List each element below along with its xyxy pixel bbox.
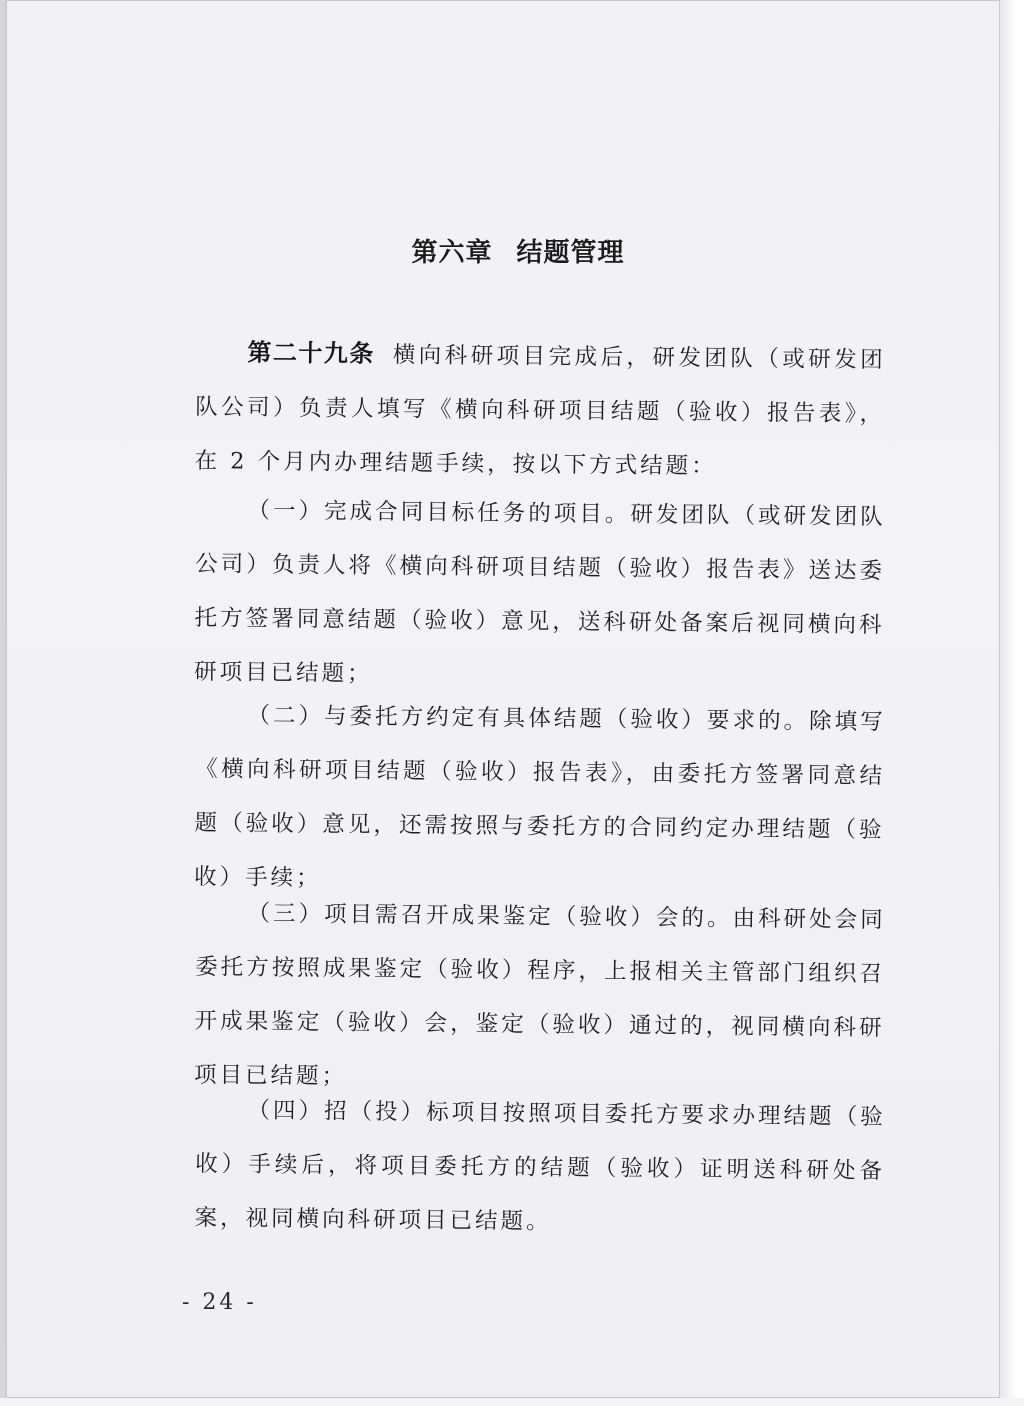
article-label: 第二十九条 xyxy=(247,338,375,368)
list-item-2: （二）与委托方约定有具体结题（验收）要求的。除填写《横向科研项目结题（验收）报告表》，由委托方签署同意结题（验收）意见，还需按照与委托方的合同约定办理结题（验收）手续； xyxy=(193,702,886,892)
chapter-title: 结题管理 xyxy=(516,238,625,268)
article-paragraph xyxy=(194,325,886,495)
chapter-heading xyxy=(6,232,1000,269)
list-item-1: （一）完成合同目标任务的项目。研发团队（或研发团队公司）负责人将《横向科研项目结题（验收）报告表》送达委托方签署同意结题（验收）意见，送科研处备案后视同横向科研项目已结题； xyxy=(193,497,886,687)
page-number: - 24 - xyxy=(182,1290,257,1315)
scan-edge-right xyxy=(1000,0,1024,1406)
list-item-3: （三）项目需召开成果鉴定（验收）会的。由科研处会同委托方按照成果鉴定（验收）程序，上报相关主管部门组织召开成果鉴定（验收）会，鉴定（验收）通过的，视同横向科研项目已结题； xyxy=(193,900,886,1090)
article-intro: 横向科研项目完成后，研发团队（或研发团队公司）负责人填写《横向科研项目结题（验收）报告表》，在 2 个月内办理结题手续，按以下方式结题： xyxy=(194,342,886,480)
list-item-4: （四）招（投）标项目按照项目委托方要求办理结题（验收）手续后，将项目委托方的结题（验收）证明送科研处备案，视同横向科研项目已结题。 xyxy=(194,1097,886,1235)
chapter-number: 第六章 xyxy=(411,238,493,268)
scan-edge-bottom xyxy=(0,1398,1024,1406)
document-page xyxy=(6,0,1000,1398)
